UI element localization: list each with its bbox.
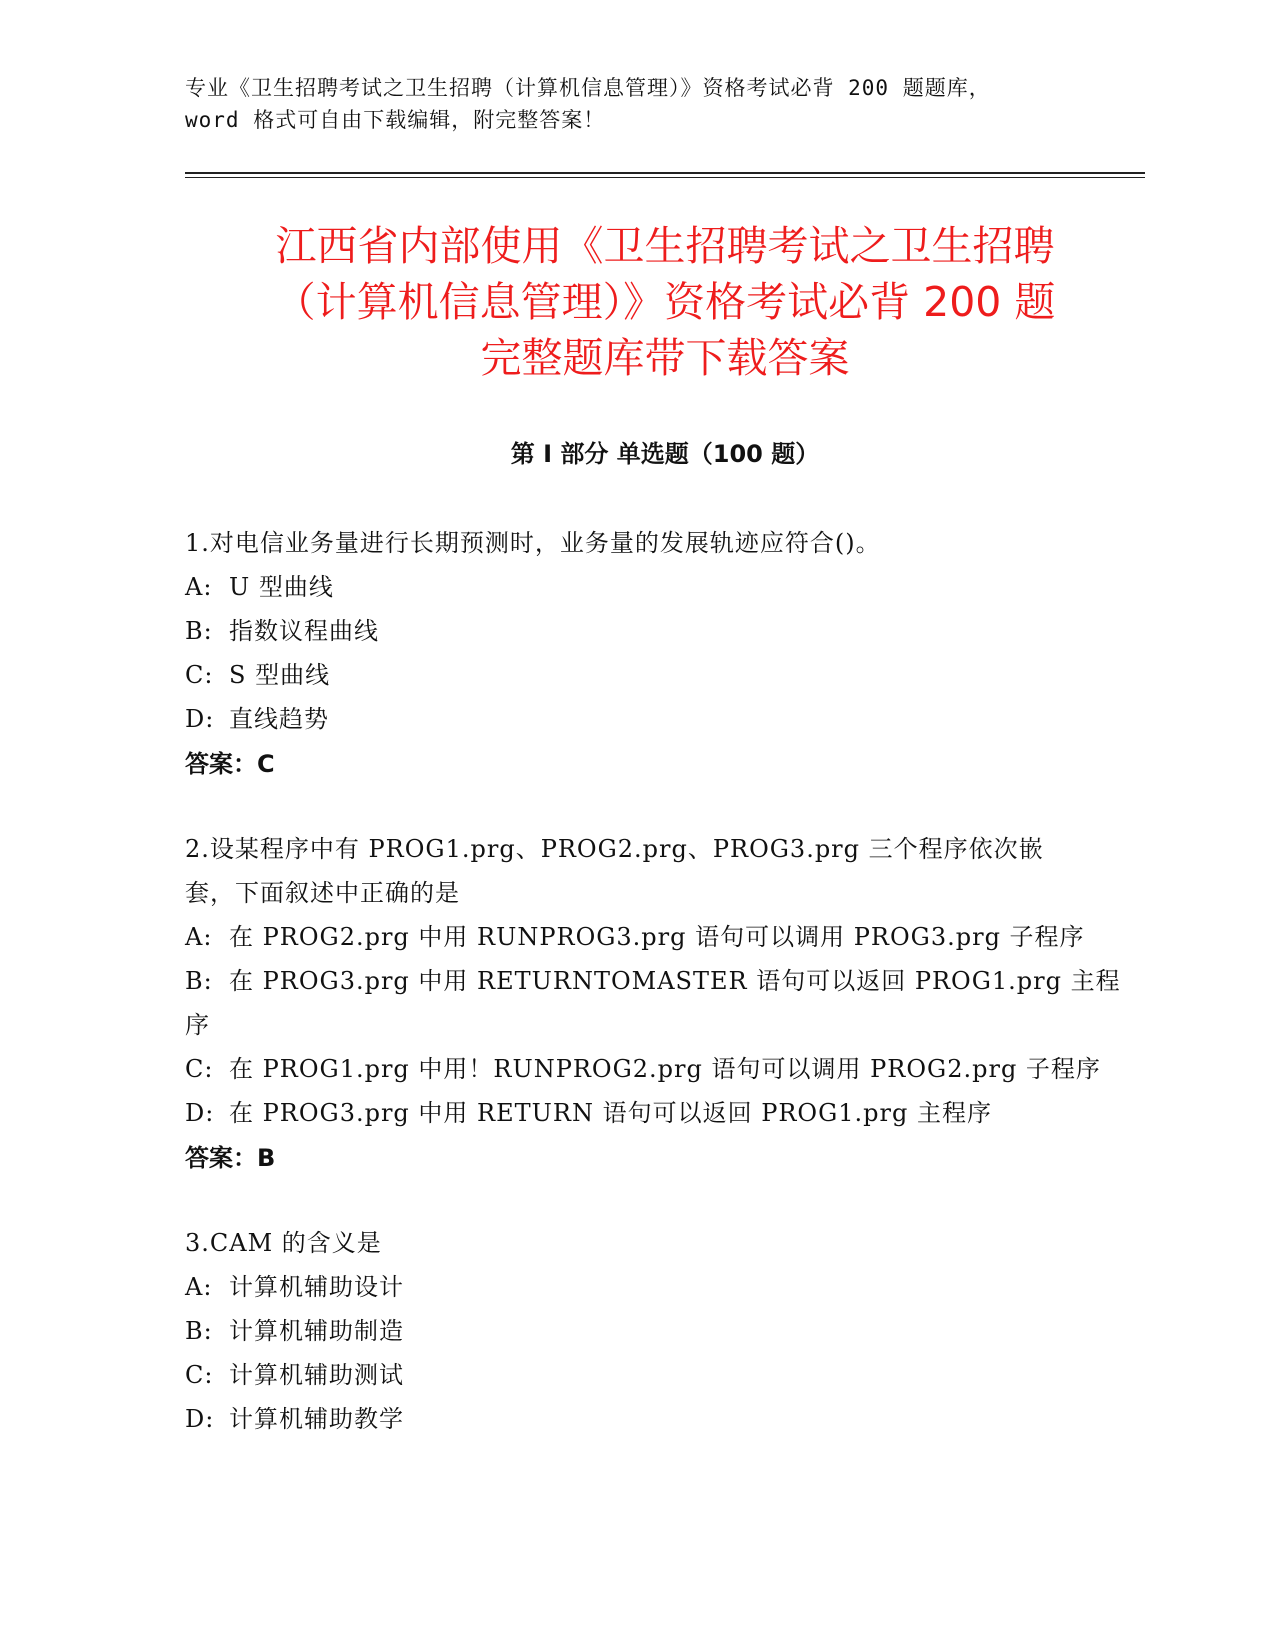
question-block — [185, 1221, 1145, 1441]
option-item — [185, 1397, 1145, 1441]
option-item — [185, 1091, 1145, 1135]
option-text: 指数议程曲线 — [229, 617, 379, 645]
question-list — [185, 521, 1145, 1441]
option-text: 在 PROG3.prg 中用 RETURNTOMASTER 语句可以返回 PROG1.prg 主程 — [229, 967, 1121, 995]
option-letter: A: — [185, 923, 213, 951]
divider-thick — [185, 172, 1145, 174]
option-text: 计算机辅助制造 — [229, 1317, 404, 1345]
title-line: 完整题库带下载答案 — [480, 334, 850, 382]
option-letter: D: — [185, 1099, 215, 1127]
option-text: 直线趋势 — [229, 705, 329, 733]
option-letter: A: — [185, 1273, 213, 1301]
option-text: 计算机辅助设计 — [229, 1273, 404, 1301]
option-item — [185, 609, 1145, 653]
option-item — [185, 1309, 1145, 1353]
question-stem: 2.设某程序中有 PROG1.prg、PROG2.prg、PROG3.prg 三个程序依次嵌 — [185, 835, 1044, 863]
option-text: 在 PROG1.prg 中用！RUNPROG2.prg 语句可以调用 PROG2.prg 子程序 — [229, 1055, 1101, 1083]
title-line: 江西省内部使用《卫生招聘考试之卫生招聘 — [275, 222, 1055, 270]
option-letter: B: — [185, 1317, 213, 1345]
option-letter: D: — [185, 705, 215, 733]
option-letter: C: — [185, 1055, 214, 1083]
answer-line: 答案：C — [185, 750, 275, 778]
document-title — [215, 218, 1115, 386]
option-item — [185, 1265, 1145, 1309]
header-note-line: word 格式可自由下载编辑，附完整答案！ — [185, 108, 606, 132]
option-text: U 型曲线 — [229, 573, 334, 601]
option-letter: B: — [185, 617, 213, 645]
option-item — [185, 565, 1145, 609]
answer-line: 答案：B — [185, 1144, 276, 1172]
header-note — [185, 72, 1145, 136]
option-item — [185, 1353, 1145, 1397]
option-letter: B: — [185, 967, 213, 995]
question-stem: 3.CAM 的含义是 — [185, 1229, 382, 1257]
title-line: （计算机信息管理）》资格考试必背 200 题 — [274, 278, 1056, 326]
document-page — [185, 72, 1145, 1481]
header-divider — [185, 172, 1145, 178]
option-text: 在 PROG2.prg 中用 RUNPROG3.prg 语句可以调用 PROG3.prg 子程序 — [229, 923, 1085, 951]
section-heading: 第 I 部分 单选题（100 题） — [510, 440, 820, 468]
option-text: S 型曲线 — [229, 661, 331, 689]
option-text: 计算机辅助测试 — [229, 1361, 404, 1389]
option-item — [185, 697, 1145, 741]
option-letter: D: — [185, 1405, 215, 1433]
question-block — [185, 521, 1145, 787]
header-note-line: 专业《卫生招聘考试之卫生招聘（计算机信息管理）》资格考试必背 200 题题库， — [185, 76, 991, 100]
option-letter: A: — [185, 573, 213, 601]
option-item — [185, 1047, 1145, 1091]
question-stem: 1.对电信业务量进行长期预测时，业务量的发展轨迹应符合()。 — [185, 529, 881, 557]
option-item — [185, 915, 1145, 959]
option-item — [185, 653, 1145, 697]
option-text: 计算机辅助教学 — [229, 1405, 404, 1433]
question-stem: 套，下面叙述中正确的是 — [185, 879, 460, 907]
option-letter: C: — [185, 1361, 214, 1389]
option-item — [185, 959, 1145, 1003]
question-block — [185, 827, 1145, 1181]
option-item — [185, 1003, 1145, 1047]
option-text: 在 PROG3.prg 中用 RETURN 语句可以返回 PROG1.prg 主程序 — [229, 1099, 992, 1127]
divider-thin — [185, 177, 1145, 178]
option-text: 序 — [185, 1011, 210, 1039]
option-letter: C: — [185, 661, 214, 689]
